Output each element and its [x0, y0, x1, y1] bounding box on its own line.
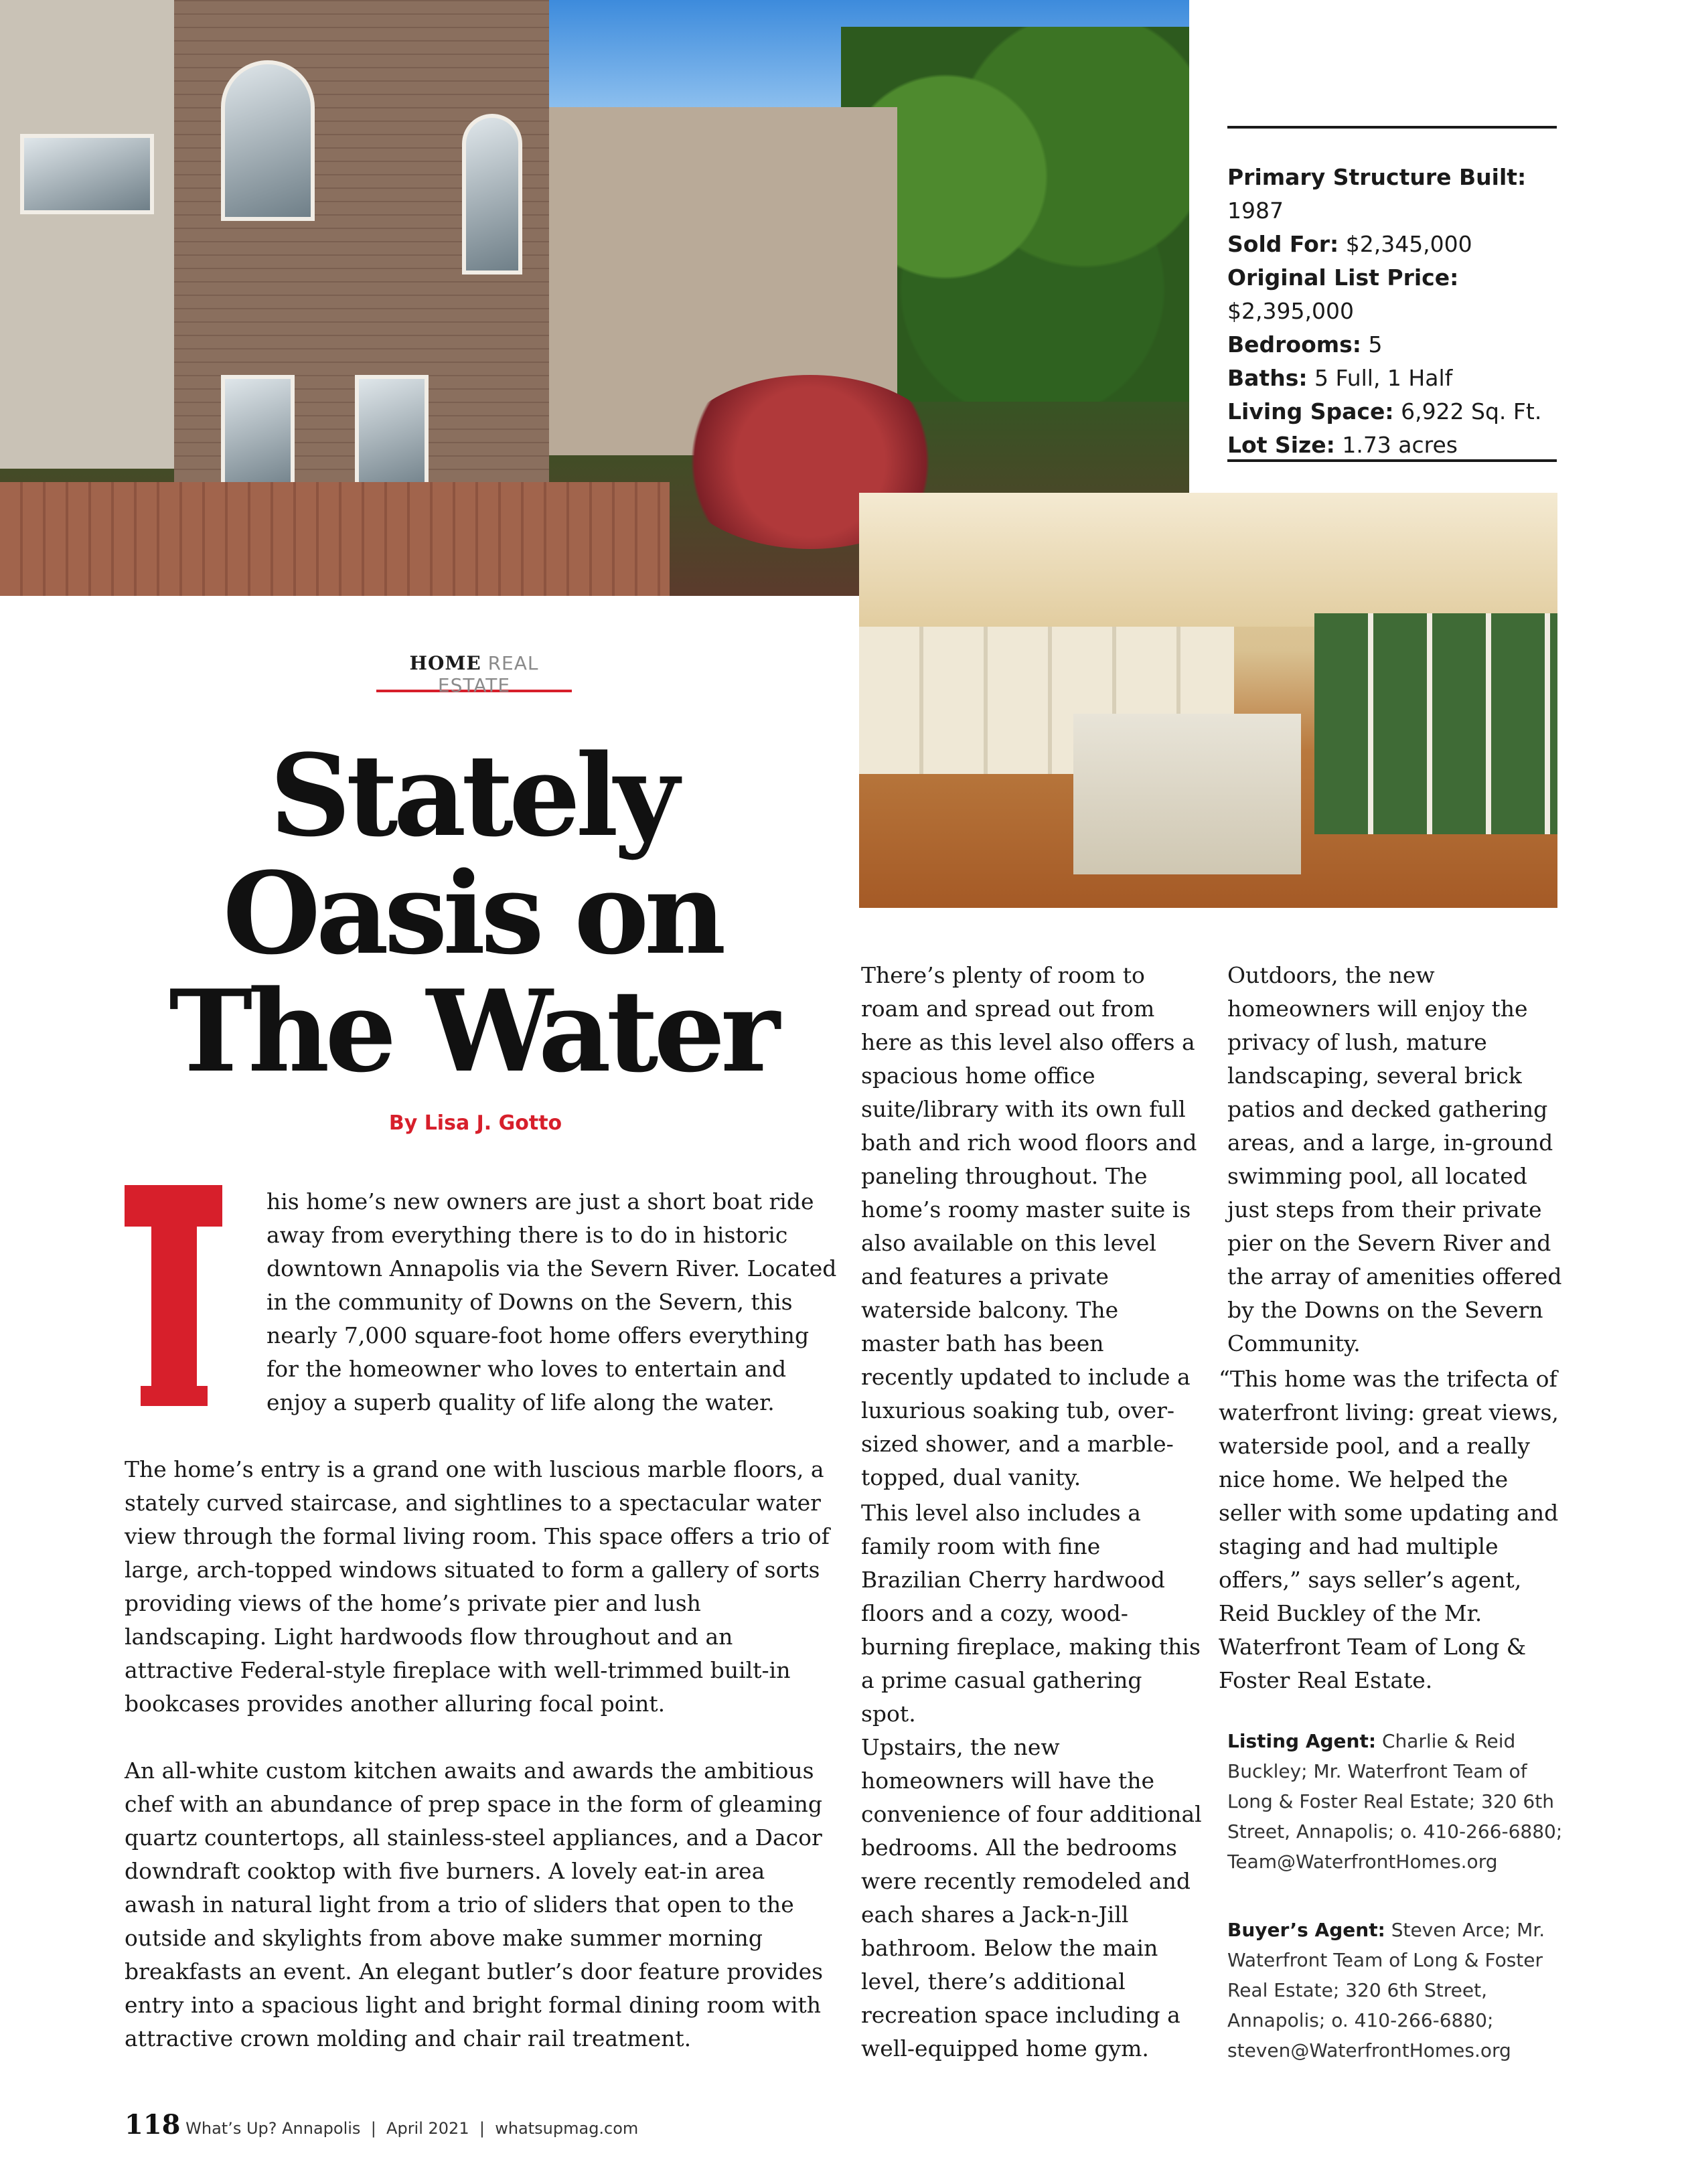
window — [20, 134, 154, 214]
section-label: HOME REAL ESTATE — [376, 652, 572, 692]
kitchen-photo — [859, 493, 1557, 908]
spec-bedrooms: Bedrooms: 5 — [1227, 331, 1383, 358]
spec-living-space: Living Space: 6,922 Sq. Ft. — [1227, 398, 1542, 424]
spec-list-price: Original List Price: $2,395,000 — [1227, 264, 1459, 324]
property-specs — [1227, 126, 1557, 462]
spec-sold: Sold For: $2,345,000 — [1227, 231, 1472, 257]
window — [355, 375, 429, 495]
article-title: Stately Oasis on The Water — [169, 729, 775, 1097]
drop-cap — [125, 1185, 222, 1406]
body-paragraph: An all-white custom kitchen awaits and awards the ambitious chef with an abundance of prep space in the form of gleaming quartz countertops, all stainless-steel appliances, and a Dacor downdraft cooktop with five burners. A lovely eat-in area awash in natural light from a trio of sliders that open to the outside and skylights from above make summer morning breakfasts an event. An elegant butler’s door feature provides entry into a spacious light and bright formal dining room with attractive crown molding and chair rail treatment. — [125, 1758, 824, 2051]
kitchen-island — [1073, 714, 1301, 874]
pull-quote: “This home was the trifecta of waterfront living: great views, waterside pool, and a really nice home. We helped the seller with some updating and staging and had multiple offers,” says seller’s agent, Reid Buckley of the Mr. Waterfront Team of Long & Foster Real Estate. — [1219, 1366, 1559, 1693]
spec-lot-size: Lot Size: 1.73 acres — [1227, 432, 1458, 458]
body-paragraph: Upstairs, the new homeowners will have the convenience of four additional bedrooms. All the bedrooms were recently remodeled and each shares a Jack-n-Jill bathroom. Below the main level, there’s additional recreation space including a well-equipped home gym. — [861, 1734, 1202, 2061]
house-wing — [0, 0, 181, 469]
listing-agent: Listing Agent: Charlie & Reid Buckley; Mr. Waterfront Team of Long & Foster Real Estate; 320 6th Street, Annapolis; o. 410-266-6880; Team@WaterfrontHomes.org — [1227, 1730, 1563, 1873]
arched-window — [462, 114, 522, 275]
arched-window — [221, 60, 315, 221]
spec-baths: Baths: 5 Full, 1 Half — [1227, 365, 1453, 391]
body-paragraph: The home’s entry is a grand one with luscious marble floors, a stately curved staircase, and sightlines to a spectacular water view through the formal living room. This space offers a trio of large, arch-topped windows situated to form a gallery of sorts providing views of the home’s private pier and lush landscaping. Light hardwoods flow throughout and an attractive Federal-style fireplace with well-trimmed built-in bookcases provides another alluring focal point. — [125, 1456, 830, 1717]
body-paragraph: Outdoors, the new homeowners will enjoy the privacy of lush, mature landscaping, several brick patios and decked gathering areas, and a large, in-ground swimming pool, all located just steps from their private pier on the Severn River and the array of amenities offered by the Downs on the Severn Community. — [1227, 962, 1562, 1356]
body-paragraph: There’s plenty of room to roam and spread out from here as this level also offers a spacious home office suite/library with its own full bath and rich wood floors and paneling throughout. The home’s roomy master suite is also available on this level and features a private waterside balcony. The master bath has been recently updated to include a luxurious soaking tub, over-sized shower, and a marble-topped, dual vanity. — [861, 962, 1197, 1490]
page-footer — [125, 2109, 727, 2142]
window — [221, 375, 295, 495]
byline: By Lisa J. Gotto — [388, 1111, 562, 1135]
intro-paragraph: his home’s new owners are just a short boat ride away from everything there is to do in historic downtown Annapolis via the Severn River. Located in the community of Downs on the Severn, this nearly 7,000 square-foot home offers everything for the homeowner who loves to entertain and enjoy a superb quality of life along the water. — [266, 1188, 837, 1415]
ceiling — [859, 493, 1557, 627]
footer-text: What’s Up? Annapolis | April 2021 | whatsupmag.com — [185, 2119, 639, 2138]
spec-built: Primary Structure Built: 1987 — [1227, 164, 1527, 224]
buyers-agent: Buyer’s Agent: Steven Arce; Mr. Waterfront Team of Long & Foster Real Estate; 320 6th Street, Annapolis; o. 410-266-6880; steven@WaterfrontHomes.org — [1227, 1919, 1545, 2061]
brick-patio — [0, 482, 670, 596]
sliding-doors — [1314, 613, 1557, 834]
body-paragraph: This level also includes a family room with fine Brazilian Cherry hardwood floors and a cozy, wood-burning fireplace, making this a prime casual gathering spot. — [861, 1500, 1201, 1727]
page-number: 118 — [125, 2109, 181, 2140]
